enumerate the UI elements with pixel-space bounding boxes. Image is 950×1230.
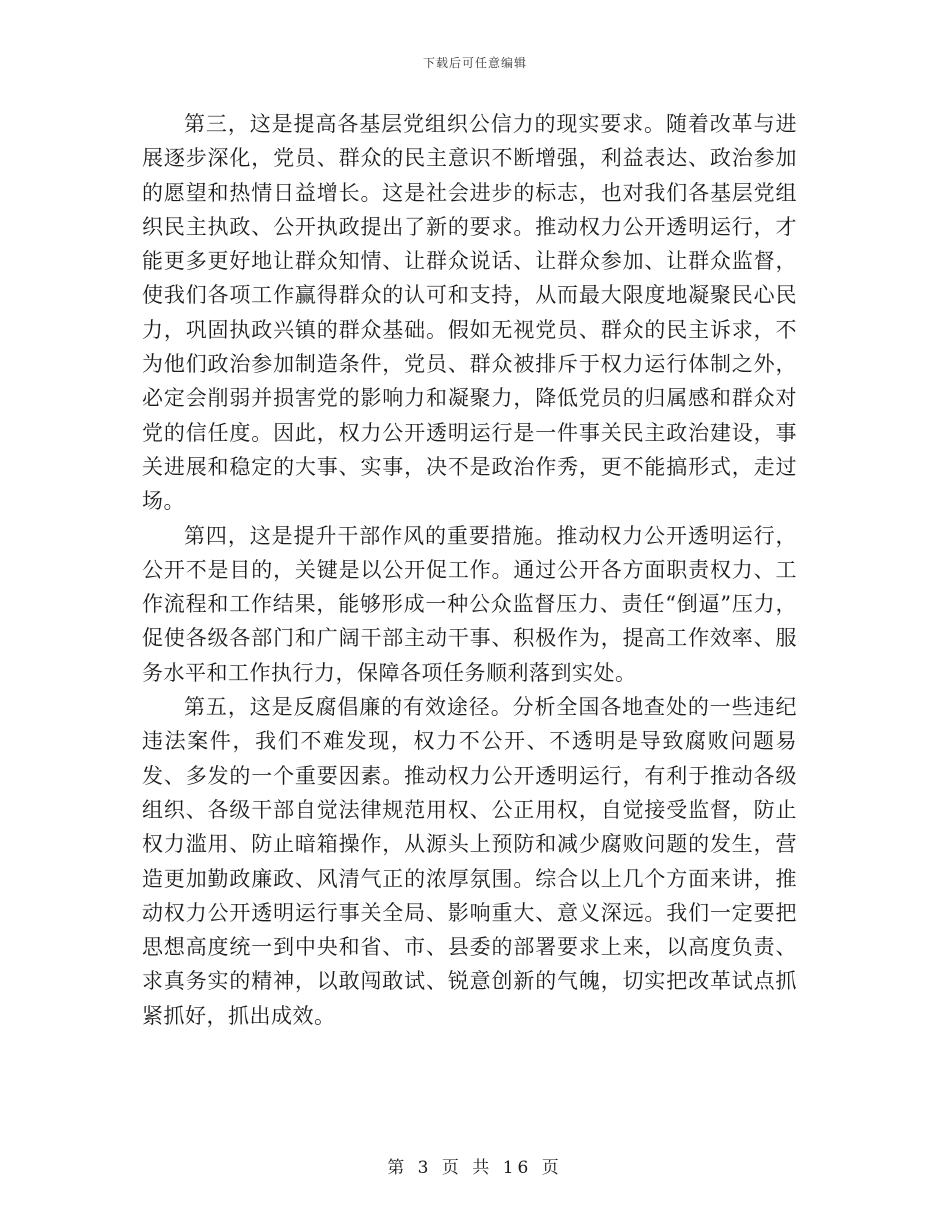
paragraph-fourth-point: 第四，这是提升干部作风的重要措施。推动权力公开透明运行，公开不是目的，关键是以公开促工作。通过公开各方面职责权力、工作流程和工作结果，能够形成一种公众监督压力、责任“倒逼”压力，促使各级各部门和广阔干部主动干事、积极作为，提高工作效率、服务水平和工作执行力，保障各项任务顺利落到实处。 [142, 523, 797, 685]
paragraph-fifth-point: 第五，这是反腐倡廉的有效途径。分析全国各地查处的一些违纪违法案件，我们不难发现，权力不公开、不透明是导致腐败问题易发、多发的一个重要因素。推动权力公开透明运行，有利于推动各级组织、各级干部自觉法律规范用权、公正用权，自觉接受监督，防止权力滥用、防止暗箱操作，从源头上预防和减少腐败问题的发生，营造更加勤政廉政、风清气正的浓厚氛围。综合以上几个方面来讲，推动权力公开透明运行事关全局、影响重大、意义深远。我们一定要把思想高度统一到中央和省、市、县委的部署要求上来，以高度负责、求真务实的精神，以敢闯敢试、锐意创新的气魄，切实把改革试点抓紧抓好，抓出成效。 [142, 695, 797, 1028]
paragraph-third-point: 第三，这是提高各基层党组织公信力的现实要求。随着改革与进展逐步深化，党员、群众的民主意识不断增强，利益表达、政治参加的愿望和热情日益增长。这是社会进步的标志，也对我们各基层党组织民主执政、公开执政提出了新的要求。推动权力公开透明运行，才能更多更好地让群众知情、让群众说话、让群众参加、让群众监督，使我们各项工作赢得群众的认可和支持，从而最大限度地凝聚民心民力，巩固执政兴镇的群众基础。假如无视党员、群众的民主诉求，不为他们政治参加制造条件，党员、群众被排斥于权力运行体制之外，必定会削弱并损害党的影响力和凝聚力，降低党员的归属感和群众对党的信任度。因此，权力公开透明运行是一件事关民主政治建设，事关进展和稳定的大事、实事，决不是政治作秀，更不能搞形式，走过场。 [142, 112, 797, 514]
document-body [142, 107, 797, 1033]
page-header: 下载后可任意编辑 [422, 56, 527, 70]
page-number-footer: 第 3 页 共 16 页 [387, 1158, 563, 1178]
